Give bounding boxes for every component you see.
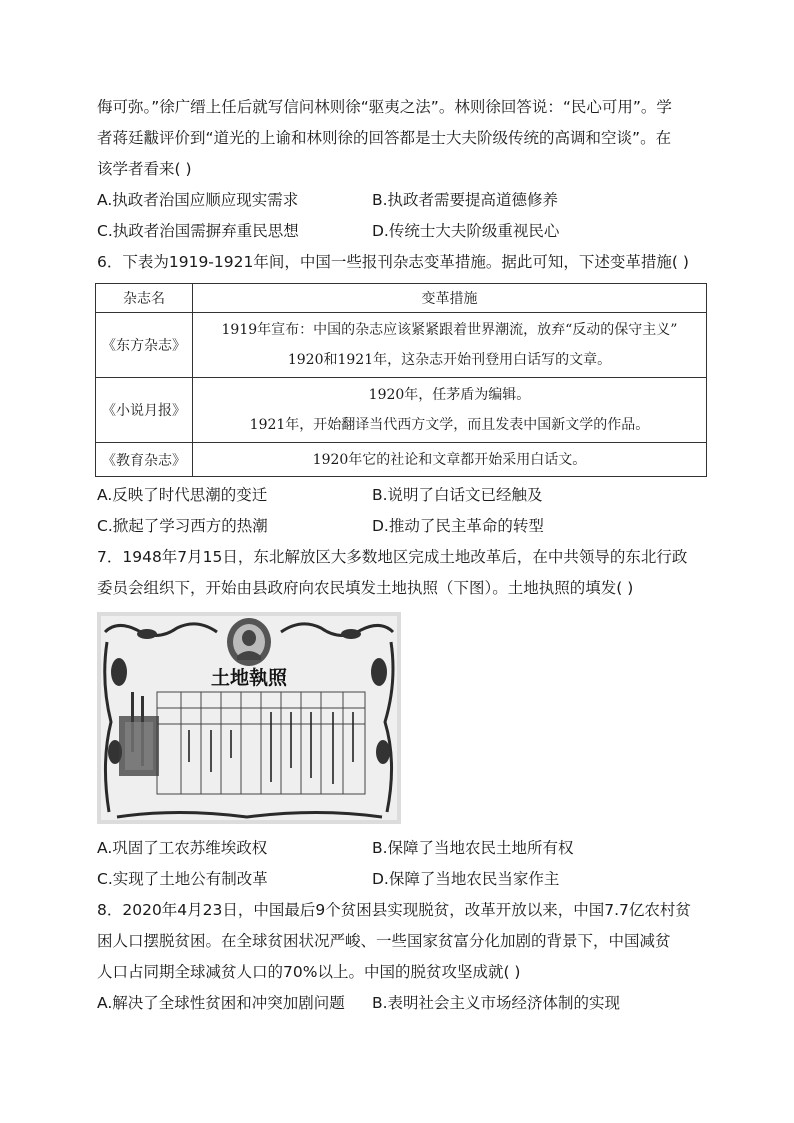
measure-line: 1921年，开始翻译当代西方文学，而且发表中国新文学的作品。 (249, 417, 650, 433)
table-header-row (96, 284, 707, 313)
q7-option-d: D.保障了当地农民当家作主 (372, 870, 560, 888)
measure-line: 1920年它的社论和文章都开始采用白话文。 (312, 451, 587, 468)
q7-option-c: C.实现了土地公有制改革 (97, 870, 268, 888)
q5-stem-line-3: 该学者看来( ) (97, 160, 192, 178)
table-cell-measures (193, 313, 707, 378)
q5-stem-line-1: 侮可弥。”徐广缙上任后就写信问林则徐“驱夷之法”。林则徐回答说：“民心可用”。学 (97, 98, 672, 116)
table-row (96, 443, 707, 477)
measure-line: 1920年，任茅盾为编辑。 (368, 387, 531, 403)
q8-stem-line-1: 8．2020年4月23日，中国最后9个贫困县实现脱贫，改革开放以来，中国7.7亿农村贫 (97, 901, 691, 919)
magazine-reform-table (95, 283, 707, 477)
q7-option-b: B.保障了当地农民土地所有权 (372, 839, 574, 857)
q6-option-a: A.反映了时代思潮的变迁 (97, 486, 268, 504)
portrait-medallion (227, 618, 271, 666)
table-cell-name: 《东方杂志》 (96, 313, 193, 378)
q7-stem-line-1: 7．1948年7月15日，东北解放区大多数地区完成土地改革后，在中共领导的东北行政 (97, 548, 688, 566)
table-cell-name: 《小说月报》 (96, 378, 193, 443)
q8-option-b: B.表明社会主义市场经济体制的实现 (372, 994, 621, 1012)
q7-stem-line-2: 委员会组织下，开始由县政府向农民填发土地执照（下图）。土地执照的填发( ) (97, 579, 634, 597)
q5-stem-line-2: 者蒋廷黻评价到“道光的上谕和林则徐的回答都是士大夫阶级传统的高调和空谈”。在 (97, 129, 672, 147)
q8-stem-line-2: 困人口摆脱贫困。在全球贫困状况严峻、一些国家贫富分化加剧的背景下，中国减贫 (97, 932, 671, 950)
q5-option-d: D.传统士大夫阶级重视民心 (372, 222, 560, 240)
table-cell-measures (193, 378, 707, 443)
q8-stem-line-3: 人口占同期全球减贫人口的70%以上。中国的脱贫攻坚成就( ) (97, 963, 521, 981)
q5-option-a: A.执政者治国应顺应现实需求 (97, 191, 299, 209)
table-cell-name: 《教育杂志》 (96, 443, 193, 477)
measure-line: 1920和1921年，这杂志开始刊登用白话写的文章。 (287, 352, 612, 368)
q5-option-b: B.执政者需要提高道德修养 (372, 191, 559, 209)
table-cell-measures (193, 443, 707, 477)
certificate-title: 土地執照 (210, 667, 288, 689)
q6-option-c: C.掀起了学习西方的热潮 (97, 517, 268, 535)
table-header-measures: 变革措施 (193, 284, 707, 313)
q6-option-b: B.说明了白话文已经触及 (372, 486, 543, 504)
land-certificate-photo (97, 612, 401, 824)
table-row (96, 313, 707, 378)
table-header-name: 杂志名 (96, 284, 193, 313)
table-row (96, 378, 707, 443)
q6-option-d: D.推动了民主革命的转型 (372, 517, 544, 535)
measure-line: 1919年宣布：中国的杂志应该紧紧跟着世界潮流，放弃“反动的保守主义” (221, 322, 678, 338)
q7-option-a: A.巩固了工农苏维埃政权 (97, 839, 268, 857)
q5-option-c: C.执政者治国需摒弃重民思想 (97, 222, 299, 240)
q8-option-a: A.解决了全球性贫困和冲突加剧问题 (97, 994, 345, 1012)
q6-stem: 6．下表为1919-1921年间，中国一些报刊杂志变革措施。据此可知，下述变革措施( ) (97, 253, 689, 271)
